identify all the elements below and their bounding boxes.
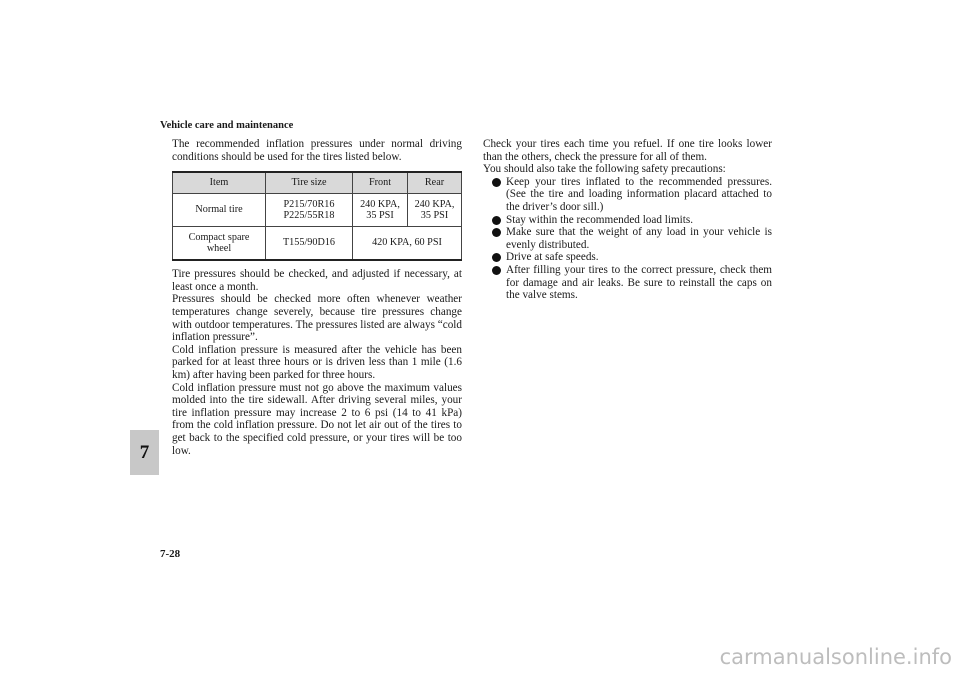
body-paragraph: Tire pressures should be checked, and adjusted if necessary, at least once a month. xyxy=(172,268,462,293)
list-item-text: Stay within the recommended load limits. xyxy=(506,213,694,226)
table-cell-item: Compact spare wheel xyxy=(173,227,266,261)
left-column xyxy=(172,138,462,457)
body-paragraph: Pressures should be checked more often whenever weather temperatures change severely, because tire pressures change with outdoor temperatures. The pressures listed are always “cold inflation pressure”. xyxy=(172,293,462,344)
table-cell-tire-size: P215/70R16 P225/55R18 xyxy=(266,194,353,227)
table-row xyxy=(173,194,462,227)
list-item xyxy=(483,226,772,251)
bullet-icon xyxy=(492,216,501,225)
list-item xyxy=(483,264,772,302)
table-cell-front: 240 KPA, 35 PSI xyxy=(353,194,408,227)
table-header-rear: Rear xyxy=(408,172,462,194)
bullet-icon xyxy=(492,228,501,237)
body-paragraph: You should also take the following safety precautions: xyxy=(483,163,726,176)
list-item-text: After filling your tires to the correct pressure, check them for damage and air leaks. Be sure to reinstall the caps on the valve stems. xyxy=(506,263,772,302)
bullet-icon xyxy=(492,253,501,262)
watermark: carmanualsonline.info xyxy=(719,645,952,669)
right-column xyxy=(483,138,772,302)
body-paragraph: Check your tires each time you refuel. If one tire looks lower than the others, check the pressure for all of them. xyxy=(483,138,772,163)
table-cell-tire-size: T155/90D16 xyxy=(266,227,353,261)
safety-precautions-list xyxy=(483,176,772,302)
body-paragraph: Cold inflation pressure must not go above the maximum values molded into the tire sidewall. After driving several miles, your tire inflation pressure may increase 2 to 6 psi (14 to 41 kPa) from the cold inflation pressure. Do not let air out of the tires to get back to the specified cold pressure, or your tires will be too low. xyxy=(172,381,462,457)
list-item xyxy=(483,251,772,264)
page-number: 7-28 xyxy=(160,548,181,560)
chapter-tab: 7 xyxy=(130,430,159,475)
table-header-tire-size: Tire size xyxy=(266,172,353,194)
bullet-icon xyxy=(492,266,501,275)
list-item-text: Make sure that the weight of any load in your vehicle is evenly distributed. xyxy=(506,226,772,251)
list-item xyxy=(483,214,772,227)
table-header-front: Front xyxy=(353,172,408,194)
bullet-icon xyxy=(492,178,501,187)
table-cell-item: Normal tire xyxy=(173,194,266,227)
tire-pressure-table xyxy=(172,171,462,261)
table-cell-front-rear: 420 KPA, 60 PSI xyxy=(353,227,462,261)
list-item-text: Keep your tires inflated to the recommended pressures. (See the tire and loading information placard attached to the driver’s door sill.) xyxy=(506,175,772,213)
section-title: Vehicle care and maintenance xyxy=(160,120,294,131)
intro-paragraph: The recommended inflation pressures under normal driving conditions should be used for the tires listed below. xyxy=(172,138,462,163)
list-item xyxy=(483,176,772,214)
table-header-item: Item xyxy=(173,172,266,194)
body-paragraph: Cold inflation pressure is measured after the vehicle has been parked for at least three hours or is driven less than 1 mile (1.6 km) after having been parked for three hours. xyxy=(172,343,462,381)
list-item-text: Drive at safe speeds. xyxy=(506,251,599,264)
table-header-row xyxy=(173,172,462,194)
table-row xyxy=(173,227,462,261)
table-cell-rear: 240 KPA, 35 PSI xyxy=(408,194,462,227)
